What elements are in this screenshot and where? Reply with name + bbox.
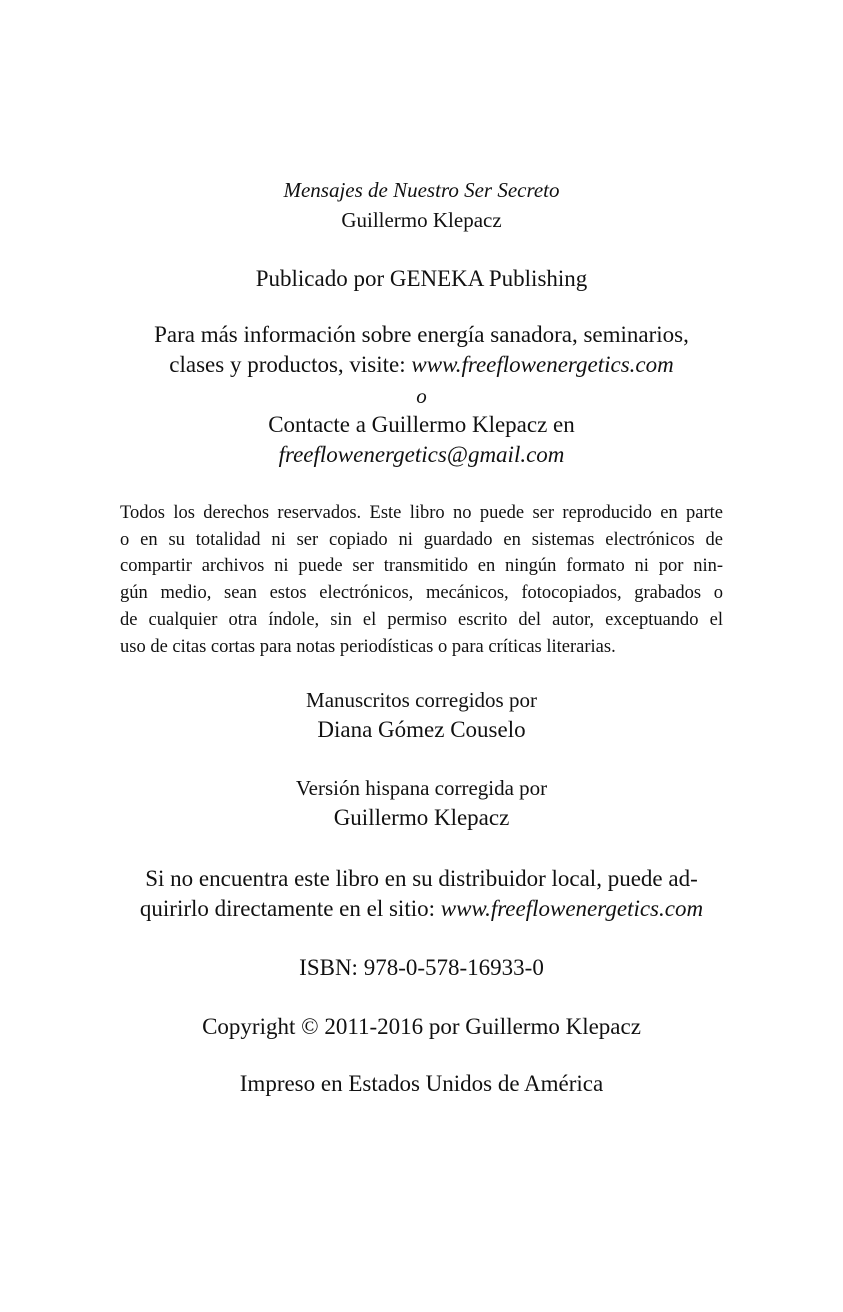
contact-line: Contacte a Guillermo Klepacz en — [268, 412, 575, 437]
distributor-website-link[interactable]: www.freeflowenergetics.com — [440, 896, 704, 921]
isbn: ISBN: 978-0-578-16933-0 — [299, 955, 544, 980]
rights-notice-line: Todos los derechos reservados. Este libro no puede ser reproducido en parte — [120, 503, 723, 523]
printed-in: Impreso en Estados Unidos de América — [239, 1071, 604, 1096]
edited-by-label: Manuscritos corregidos por — [306, 688, 537, 712]
distributor-line-1: Si no encuentra este libro en su distribuidor local, puede ad- — [145, 866, 698, 891]
book-title: Mensajes de Nuestro Ser Secreto — [283, 178, 560, 202]
info-line-2-text: clases y productos, visite: — [169, 352, 412, 377]
rights-notice — [120, 500, 723, 660]
copyright-notice: Copyright © 2011-2016 por Guillermo Klepacz — [202, 1014, 641, 1039]
rights-notice-line: gún medio, sean estos electrónicos, mecánicos, fotocopiados, grabados o — [120, 583, 723, 604]
spanish-version-editor: Guillermo Klepacz — [333, 805, 510, 830]
info-line-1: Para más información sobre energía sanadora, seminarios, — [154, 322, 689, 347]
author-name: Guillermo Klepacz — [341, 208, 502, 232]
distributor-line-2-text: quirirlo directamente en el sitio: — [139, 896, 441, 921]
rights-notice-line: uso de citas cortas para notas periodísticas o para críticas literarias. — [120, 636, 616, 657]
or-separator: o — [416, 384, 427, 408]
website-link[interactable]: www.freeflowenergetics.com — [411, 352, 674, 377]
spanish-version-label: Versión hispana corregida por — [295, 776, 548, 800]
publisher-line: Publicado por GENEKA Publishing — [255, 266, 588, 291]
rights-notice-line: compartir archivos ni puede ser transmitido en ningún formato ni por nin- — [120, 556, 723, 577]
editor-name: Diana Gómez Couselo — [317, 717, 526, 742]
rights-notice-line: o en su totalidad ni ser copiado ni guardado en sistemas electrónicos de — [120, 529, 723, 550]
email-link[interactable]: freeflowenergetics@gmail.com — [278, 442, 565, 467]
info-line-2 — [0, 350, 843, 380]
distributor-line-2 — [0, 894, 843, 924]
rights-notice-line: de cualquier otra índole, sin el permiso escrito del autor, exceptuando el — [120, 609, 723, 630]
